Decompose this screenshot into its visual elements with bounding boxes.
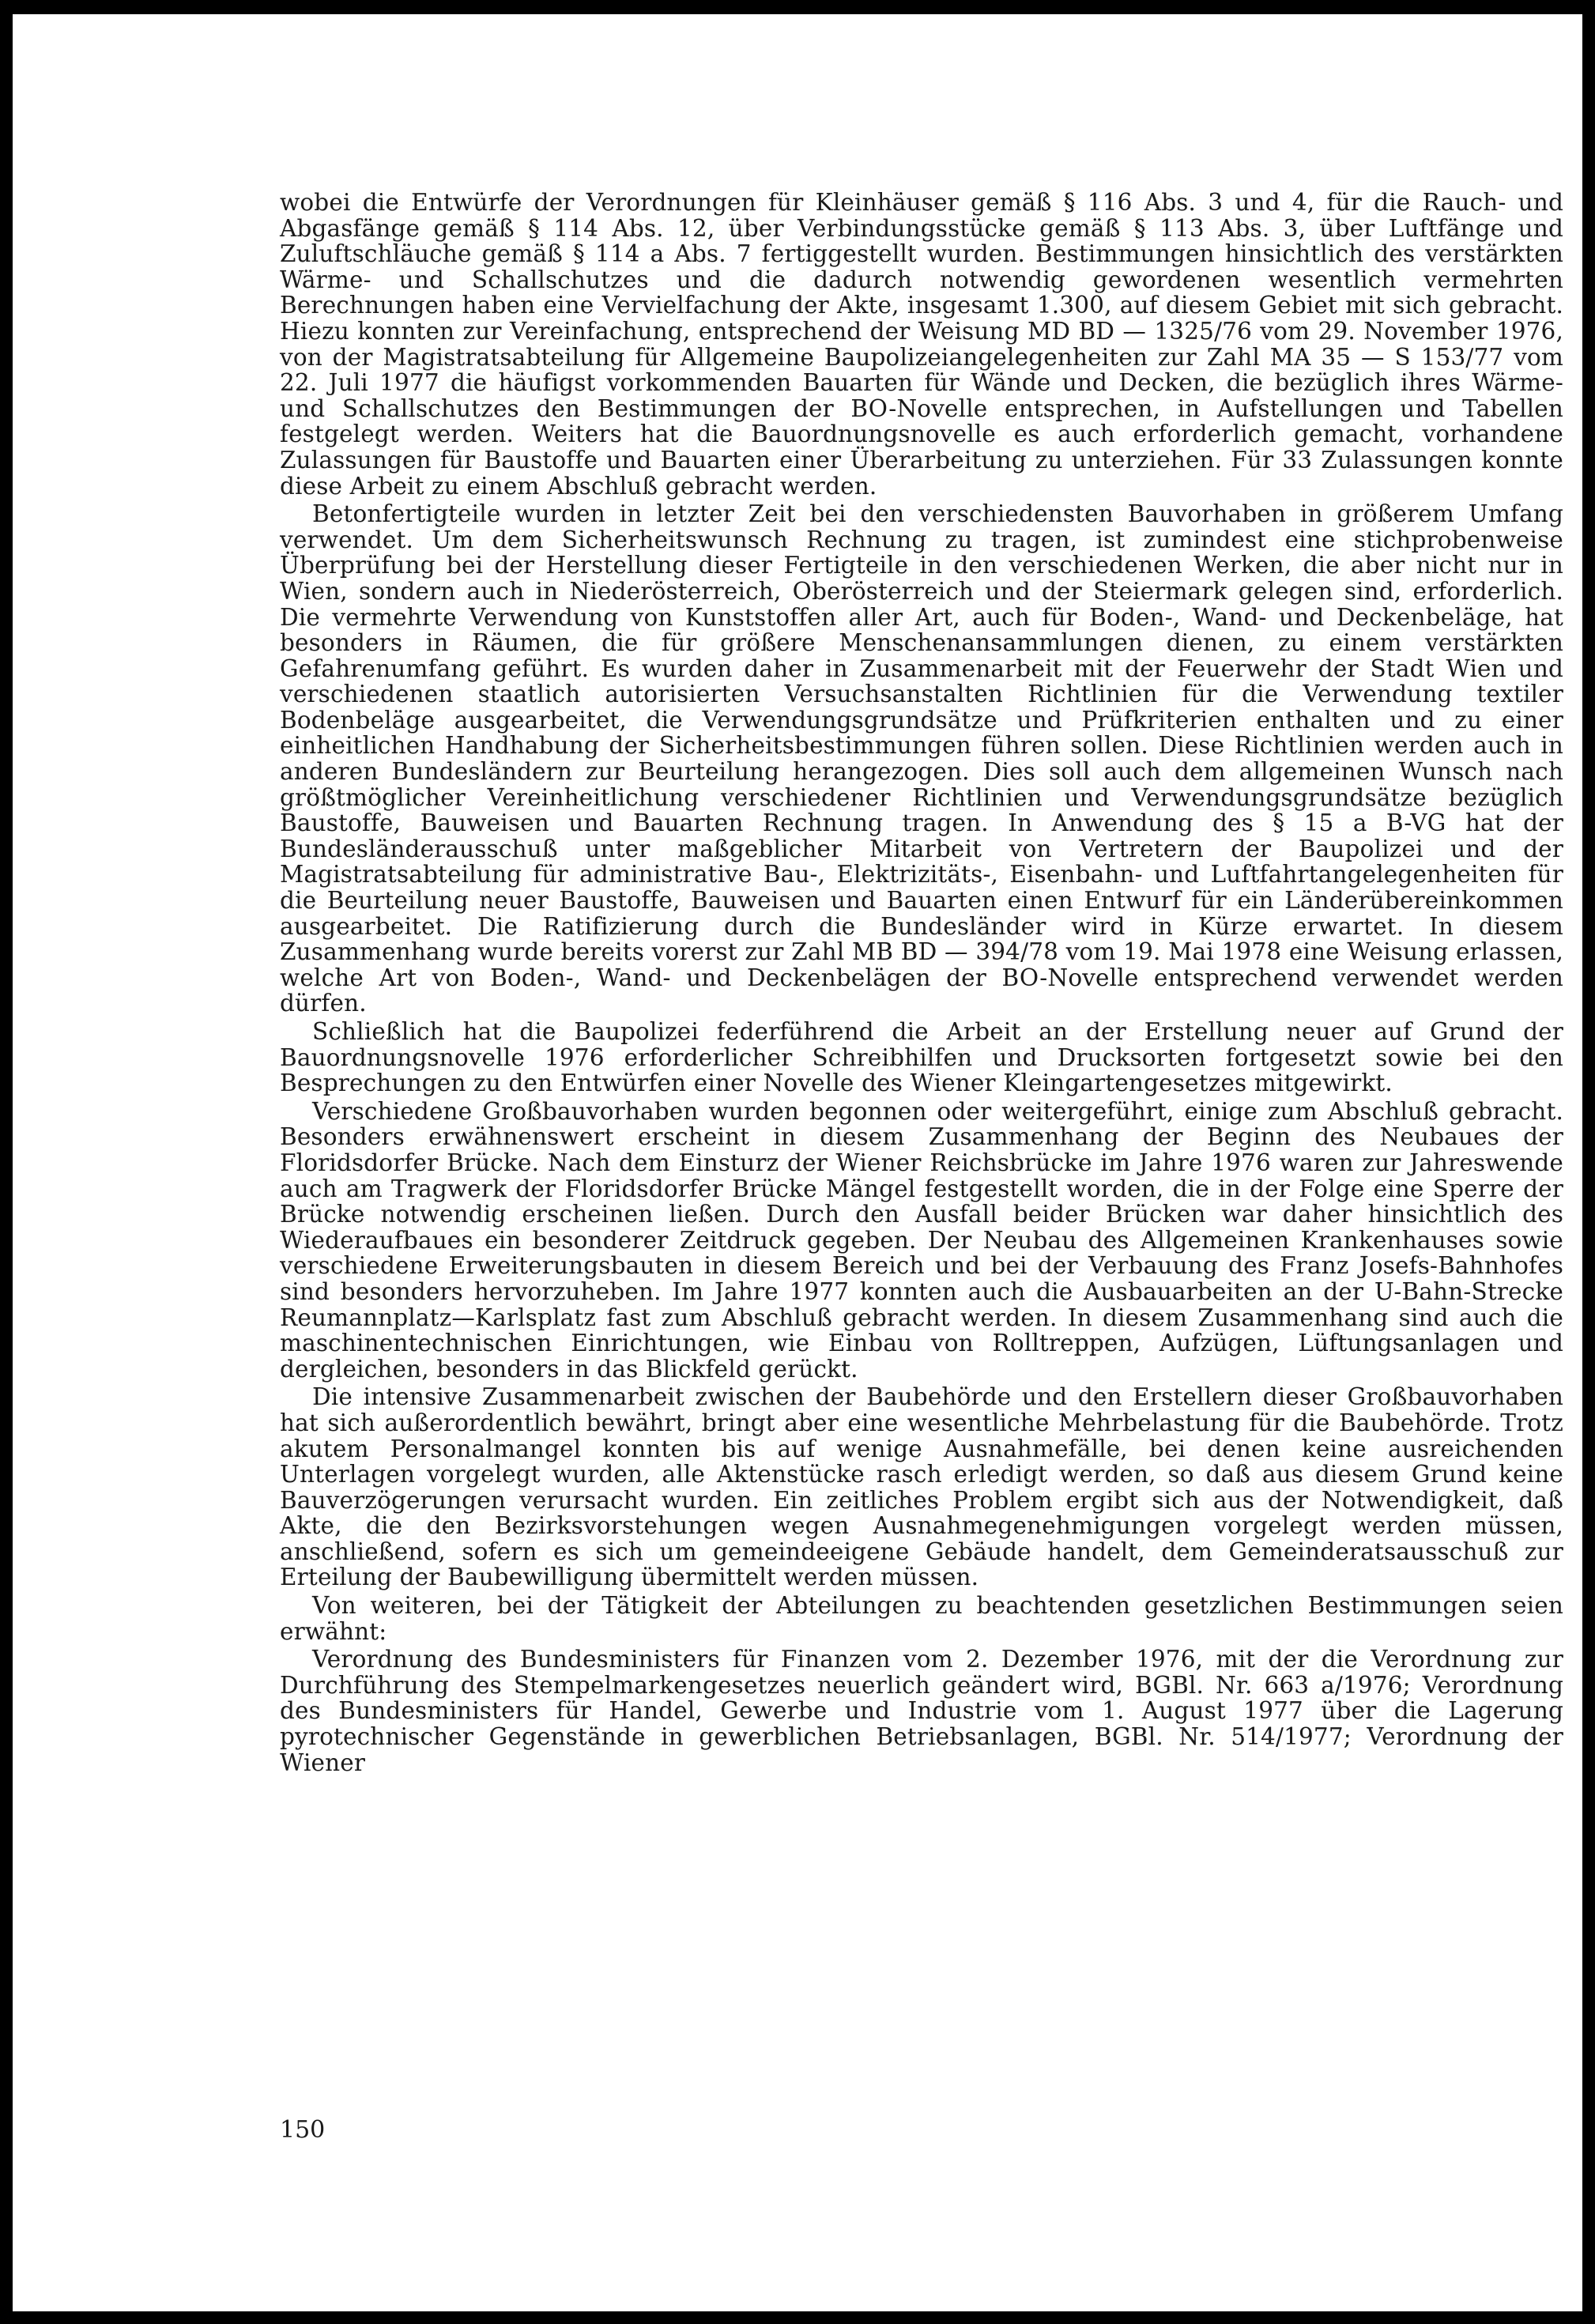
body-text — [280, 190, 1563, 1778]
paragraph-7: Verordnung des Bundesministers für Finanzen vom 2. Dezember 1976, mit der die Verordnung zur Durchführung des Stempelmarkengesetzes neuerlich geändert wird, BGBl. Nr. 663 a/1976; Verordnung des Bundesministers für Handel, Gewerbe und Industrie vom 1. August 1977 über die Lagerung pyrotechnischer Gegenstände in gewerblichen Betriebsanlagen, BGBl. Nr. 514/1977; Verordnung der Wiener — [280, 1646, 1563, 1776]
paragraph-4: Verschiedene Großbauvorhaben wurden begonnen oder weitergeführt, einige zum Abschluß gebracht. Besonders erwähnenswert erscheint in diesem Zusammenhang der Beginn des Neubaues der Floridsdorfer Brücke. Nach dem Einsturz der Wiener Reichsbrücke im Jahre 1976 waren zur Jahreswende auch am Tragwerk der Floridsdorfer Brücke Mängel festgestellt worden, die in der Folge eine Sperre der Brücke notwendig erscheinen ließen. Durch den Ausfall beider Brücken war daher hinsichtlich des Wiederaufbaues ein besonderer Zeitdruck gegeben. Der Neubau des Allgemeinen Krankenhauses sowie verschiedene Erweiterungsbauten in diesem Bereich und bei der Verbauung des Franz Josefs-Bahnhofes sind besonders hervorzuheben. Im Jahre 1977 konnten auch die Ausbauarbeiten an der U-Bahn-Strecke Reumannplatz—Karlsplatz fast zum Abschluß gebracht werden. In diesem Zusammenhang sind auch die maschinentechnischen Einrichtungen, wie Einbau von Rolltreppen, Aufzügen, Lüftungsanlagen und dergleichen, besonders in das Blickfeld gerückt. — [280, 1097, 1563, 1383]
document-page — [13, 14, 1582, 2311]
paragraph-5: Die intensive Zusammenarbeit zwischen der Baubehörde und den Erstellern dieser Großbauvorhaben hat sich außerordentlich bewährt, bringt aber eine wesentliche Mehrbelastung für die Baubehörde. Trotz akutem Personalmangel konnten bis auf wenige Ausnahmefälle, bei denen keine ausreichenden Unterlagen vorgelegt wurden, alle Aktenstücke rasch erledigt werden, so daß aus diesem Grund keine Bauverzögerungen verursacht wurden. Ein zeitliches Problem ergibt sich aus der Notwendigkeit, daß Akte, die den Bezirksvorstehungen wegen Ausnahmegenehmigungen vorgelegt werden müssen, anschließend, sofern es sich um gemeindeeigene Gebäude handelt, dem Gemeinderatsausschuß zur Erteilung der Baubewilligung übermittelt werden müssen. — [280, 1383, 1563, 1591]
paragraph-6: Von weiteren, bei der Tätigkeit der Abteilungen zu beachtenden gesetzlichen Bestimmungen seien erwähnt: — [280, 1592, 1563, 1645]
page-number: 150 — [280, 2116, 326, 2144]
paragraph-3: Schließlich hat die Baupolizei federführend die Arbeit an der Erstellung neuer auf Grund der Bauordnungsnovelle 1976 erforderlicher Schreibhilfen und Drucksorten fortgesetzt sowie bei den Besprechungen zu den Entwürfen einer Novelle des Wiener Kleingartengesetzes mitgewirkt. — [280, 1018, 1563, 1097]
paragraph-2: Betonfertigteile wurden in letzter Zeit bei den verschiedensten Bauvorhaben in größerem Umfang verwendet. Um dem Sicherheitswunsch Rechnung zu tragen, ist zumindest eine stichprobenweise Überprüfung bei der Herstellung dieser Fertigteile in den verschiedenen Werken, die aber nicht nur in Wien, sondern auch in Niederösterreich, Oberösterreich und der Steiermark gelegen sind, erforderlich. Die vermehrte Verwendung von Kunststoffen aller Art, auch für Boden-, Wand- und Deckenbeläge, hat besonders in Räumen, die für größere Menschenansammlungen dienen, zu einem verstärkten Gefahrenumfang geführt. Es wurden daher in Zusammenarbeit mit der Feuerwehr der Stadt Wien und verschiedenen staatlich autorisierten Versuchsanstalten Richtlinien für die Verwendung textiler Bodenbeläge ausgearbeitet, die Verwendungsgrundsätze und Prüfkriterien enthalten und zu einer einheitlichen Handhabung der Sicherheitsbestimmungen führen sollen. Diese Richtlinien werden auch in anderen Bundesländern zur Beurteilung herangezogen. Dies soll auch dem allgemeinen Wunsch nach größtmöglicher Vereinheitlichung verschiedener Richtlinien und Verwendungsgrundsätze bezüglich Baustoffe, Bauweisen und Bauarten Rechnung tragen. In Anwendung des § 15 a B-VG hat der Bundesländerausschuß unter maßgeblicher Mitarbeit von Vertretern der Baupolizei und der Magistratsabteilung für administrative Bau-, Elektrizitäts-, Eisenbahn- und Luftfahrtangelegenheiten für die Beurteilung neuer Baustoffe, Bauweisen und Bauarten einen Entwurf für ein Länderübereinkommen ausgearbeitet. Die Ratifizierung durch die Bundesländer wird in Kürze erwartet. In diesem Zusammenhang wurde bereits vorerst zur Zahl MB BD — 394/78 vom 19. Mai 1978 eine Weisung erlassen, welche Art von Boden-, Wand- und Deckenbelägen der BO-Novelle entsprechend verwendet werden dürfen. — [280, 500, 1563, 1017]
paragraph-1: wobei die Entwürfe der Verordnungen für Kleinhäuser gemäß § 116 Abs. 3 und 4, für die Rauch- und Abgasfänge gemäß § 114 Abs. 12, über Verbindungsstücke gemäß § 113 Abs. 3, über Luftfänge und Zuluftschläuche gemäß § 114 a Abs. 7 fertiggestellt wurden. Bestimmungen hinsichtlich des verstärkten Wärme- und Schallschutzes und die dadurch notwendig gewordenen wesentlich vermehrten Berechnungen haben eine Vervielfachung der Akte, insgesamt 1.300, auf diesem Gebiet mit sich gebracht. Hiezu konnten zur Vereinfachung, entsprechend der Weisung MD BD — 1325/76 vom 29. November 1976, von der Magistratsabteilung für Allgemeine Baupolizeiangelegenheiten zur Zahl MA 35 — S 153/77 vom 22. Juli 1977 die häufigst vorkommenden Bauarten für Wände und Decken, die bezüglich ihres Wärme- und Schallschutzes den Bestimmungen der BO-Novelle entsprechen, in Aufstellungen und Tabellen festgelegt werden. Weiters hat die Bauordnungsnovelle es auch erforderlich gemacht, vorhandene Zulassungen für Baustoffe und Bauarten einer Überarbeitung zu unterziehen. Für 33 Zulassungen konnte diese Arbeit zu einem Abschluß gebracht werden. — [280, 189, 1563, 500]
